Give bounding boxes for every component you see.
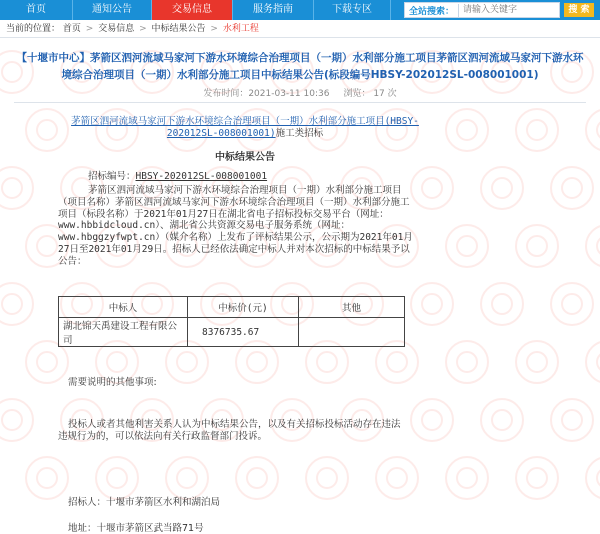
publish-label: 发布时间：: [203, 89, 249, 99]
watermark-mark: [410, 166, 454, 210]
watermark-mark: [410, 282, 454, 326]
breadcrumb-home[interactable]: 首页: [62, 24, 81, 34]
project-link-block: [70, 116, 420, 140]
other-matters-heading: 需要说明的其他事项:: [68, 377, 157, 388]
watermark-mark: [480, 282, 524, 326]
watermark-mark: [410, 398, 454, 442]
watermark-mark: [0, 282, 34, 326]
nav-downloads[interactable]: 下载专区: [332, 4, 372, 15]
complaint-notice: 投标人或者其他利害关系人认为中标结果公告，以及有关招标投标活动存在违法违规行为的，可以依法向有关行政监督部门投诉。: [58, 419, 401, 442]
header-winner: 中标人: [59, 297, 188, 318]
bid-number: [88, 168, 267, 182]
watermark-mark: [445, 108, 489, 152]
search-box: [404, 2, 560, 18]
breadcrumb-prefix: 当前的位置：: [6, 24, 61, 34]
project-link[interactable]: 茅箭区泗河流域马家河下游水环境综合治理项目（一期）水利部分施工项目(HBSY-202012SL-008001001): [71, 116, 419, 139]
bid-number-value: HBSY-202012SL-008001001: [135, 171, 268, 182]
watermark-mark: [235, 456, 279, 500]
search-input[interactable]: [459, 4, 559, 16]
nav-service-guide[interactable]: 服务指南: [253, 4, 293, 15]
nav-home[interactable]: 首页: [26, 4, 46, 15]
header-other: 其他: [299, 297, 405, 318]
watermark-mark: [25, 108, 69, 152]
award-table: [58, 296, 405, 347]
views-unit: 次: [387, 89, 397, 99]
announcement-body: 茅箭区泗河流域马家河下游水环境综合治理项目（一期）水利部分施工项目（项目名称）茅箭区泗河流域马家河下游水环境综合治理项目（一期）水利部分施工项目（标段名称）于2021年01月27日在湖北省电子招标投标交易平台（网址：www.hbbidcloud.cn）、湖北省公共资源交易电子服务系统（网址：www.hbggzyfwpt.cn）（媒介名称）上发布了评标结果公示，公示期为2021年01月27日至2021年01月29日。招标人已经依法确定中标人并对本次招标的中标结果予以公告：: [58, 185, 413, 267]
nav-notices[interactable]: 通知公告: [92, 4, 132, 15]
watermark-mark: [515, 340, 559, 384]
top-nav: [0, 0, 600, 20]
watermark-mark: [515, 224, 559, 268]
publish-time: 2021-03-11 10:36: [248, 89, 330, 99]
bid-number-label: 招标编号：: [88, 171, 136, 182]
watermark-mark: [480, 398, 524, 442]
watermark-mark: [375, 456, 419, 500]
watermark-mark: [480, 166, 524, 210]
breadcrumb-current: 水利工程: [222, 24, 259, 34]
table-row: [59, 318, 405, 347]
breadcrumb-separator: >: [210, 24, 218, 34]
views-count: 17: [373, 89, 385, 99]
watermark-mark: [550, 166, 594, 210]
cell-price: 8376735.67: [188, 318, 299, 347]
breadcrumb: [0, 20, 600, 38]
site-search: [404, 0, 600, 20]
views-label: 浏览：: [343, 89, 371, 99]
watermark-mark: [0, 398, 34, 442]
breadcrumb-trading-info[interactable]: 交易信息: [98, 24, 135, 34]
cell-winner: 湖北锦天禹建设工程有限公司: [59, 318, 188, 347]
watermark-mark: [445, 340, 489, 384]
watermark-mark: [305, 456, 349, 500]
project-link-suffix: 施工类招标: [275, 128, 324, 139]
search-label: 全站搜索：: [405, 4, 459, 17]
watermark-mark: [550, 282, 594, 326]
watermark-mark: [550, 398, 594, 442]
watermark-mark: [445, 456, 489, 500]
watermark-mark: [445, 224, 489, 268]
nav-divider: [390, 0, 391, 20]
breadcrumb-award-notices[interactable]: 中标结果公告: [151, 24, 206, 34]
breadcrumb-separator: >: [139, 24, 147, 34]
table-header-row: [59, 297, 405, 318]
watermark-mark: [585, 108, 600, 152]
search-button[interactable]: 搜 索: [564, 3, 594, 17]
watermark-mark: [585, 224, 600, 268]
nav-trading-info[interactable]: 交易信息: [152, 0, 232, 20]
article-meta: [0, 86, 600, 99]
article-title: 【十堰市中心】茅箭区泗河流域马家河下游水环境综合治理项目（一期）水利部分施工项目茅箭区泗河流域马家河下游水环境综合治理项目（一期）水利部分施工项目中标结果公告(标段编号HBSY-202012SL-008001001): [16, 52, 584, 81]
watermark-mark: [0, 166, 34, 210]
title-divider: [14, 102, 586, 103]
result-heading: 中标结果公告: [215, 152, 275, 163]
watermark-mark: [515, 108, 559, 152]
breadcrumb-separator: >: [85, 24, 94, 34]
watermark-mark: [515, 456, 559, 500]
tenderer: 招标人：十堰市茅箭区水利和湖泊局: [68, 497, 221, 508]
watermark-mark: [585, 340, 600, 384]
tenderer-address: 地址：十堰市茅箭区武当路71号: [68, 523, 204, 534]
watermark-mark: [585, 456, 600, 500]
header-price: 中标价(元): [188, 297, 299, 318]
cell-other: [299, 318, 405, 347]
watermark-mark: [25, 456, 69, 500]
